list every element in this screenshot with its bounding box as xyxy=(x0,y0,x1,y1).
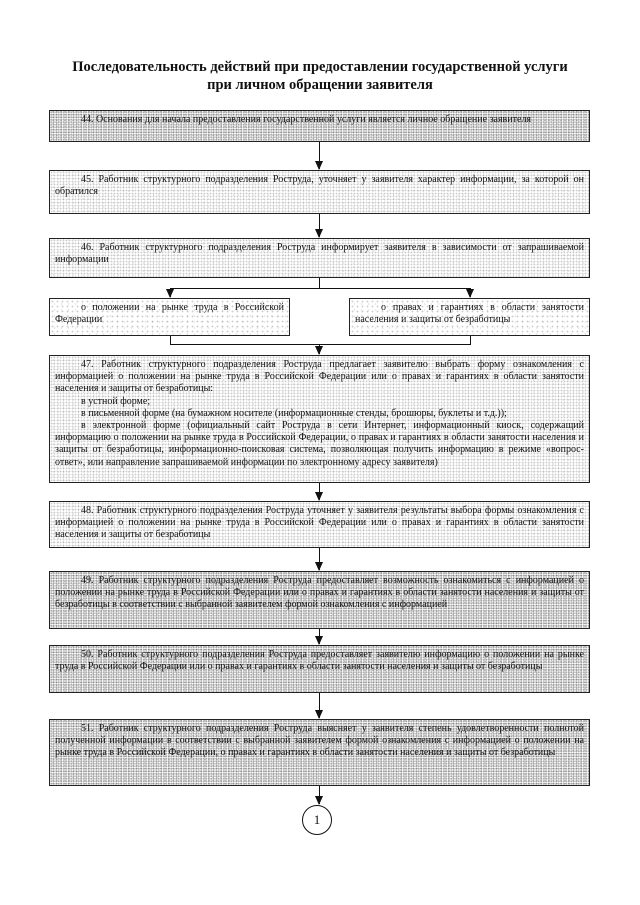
title-line-1: Последовательность действий при предоставлении государственной услуги xyxy=(72,59,568,75)
step-47-intro: 47. Работник структурного подразделения Роструда предлагает заявителю выбрать форму ознакомления с информацией о положении на рынке труда в Российской Федерации или о правах и гарантиях в области занятости населения и защиты от безработицы: xyxy=(55,359,584,395)
arrow-49-50 xyxy=(319,629,320,644)
merge-right xyxy=(470,336,471,344)
arrow-50-51 xyxy=(319,693,320,718)
step-49-text: 49. Работник структурного подразделения Роструда предоставляет возможность ознакомиться с информацией о положении на рынке труда в Российской Федерации или о правах и гарантиях в области занятости населения и защиты от безработицы в соответствии с выбранной заявителем формой ознакомления с информацией xyxy=(55,575,584,611)
arrow-branch-right xyxy=(470,288,471,297)
page-title xyxy=(40,58,600,94)
branch-left-box xyxy=(49,298,290,336)
step-47-box xyxy=(49,355,590,483)
arrow-branch-left xyxy=(170,288,171,297)
branch-right-box xyxy=(349,298,590,336)
step-44-text: 44. Основания для начала предоставления государственной услуги является личное обращение заявителя xyxy=(81,114,532,125)
step-51-box xyxy=(49,719,590,786)
step-48-box xyxy=(49,501,590,548)
step-48-text: 48. Работник структурного подразделения Роструда уточняет у заявителя результаты выбора формы ознакомления с информацией о положении на рынке труда в Российской Федерации или о правах и гарантиях в области занятости населения и защиты от безработицы xyxy=(55,505,584,541)
branch-stem xyxy=(319,278,320,288)
step-50-box xyxy=(49,645,590,693)
step-49-box xyxy=(49,571,590,629)
step-44-box xyxy=(49,110,590,142)
branch-right-text: о правах и гарантиях в области занятости населения и защиты от безработицы xyxy=(355,302,584,326)
arrow-44-45 xyxy=(319,142,320,169)
step-47-item-written: в письменной форме (на бумажном носителе (информационные стенды, брошюры, буклеты и т.д.)); xyxy=(81,407,507,419)
step-45-text: 45. Работник структурного подразделения Роструда, уточняет у заявителя характер информации, за которой он обратился xyxy=(55,174,584,198)
step-50-text: 50. Работник структурного подразделения Роструда предоставляет заявителю информацию о положении на рынке труда в Российской Федерации или о правах и гарантиях в области занятости населения и защиты от безработицы xyxy=(55,649,584,673)
step-51-text: 51. Работник структурного подразделения Роструда выясняет у заявителя степень удовлетворенности полнотой полученной информации в соответствии с выбранной заявителем формой ознакомления с информацией о положении на рынке труда в Российской Федерации, о правах и гарантиях в области занятости населения и защиты от безработицы xyxy=(55,723,584,759)
branch-left-text: о положении на рынке труда в Российской Федерации xyxy=(55,302,284,326)
merge-left xyxy=(170,336,171,344)
merge-bar xyxy=(170,344,471,345)
step-47-item-electronic: в электронной форме (официальный сайт Роструда в сети Интернет, информационный киоск, содержащий информацию о положении на рынке труда в Российской Федерации, о правах и гарантиях в области занятости населения и защиты от безработицы, информационно-поисковая система, позволяющая получить информацию в режиме «вопрос-ответ», или направление запрашиваемой информации по электронному адресу заявителя) xyxy=(55,420,584,468)
arrow-48-49 xyxy=(319,548,320,570)
arrow-51-connector xyxy=(319,786,320,804)
arrow-45-46 xyxy=(319,214,320,237)
title-line-2: при личном обращении заявителя xyxy=(207,77,433,93)
arrow-merge-47 xyxy=(319,344,320,354)
step-46-box xyxy=(49,238,590,278)
step-47-item-oral: в устной форме; xyxy=(81,395,151,407)
page-connector-circle: 1 xyxy=(302,805,332,835)
arrow-47-48 xyxy=(319,483,320,500)
branch-bar xyxy=(170,288,470,289)
step-46-text: 46. Работник структурного подразделения Роструда информирует заявителя в зависимости от запрашиваемой информации xyxy=(55,242,584,266)
step-45-box xyxy=(49,170,590,214)
